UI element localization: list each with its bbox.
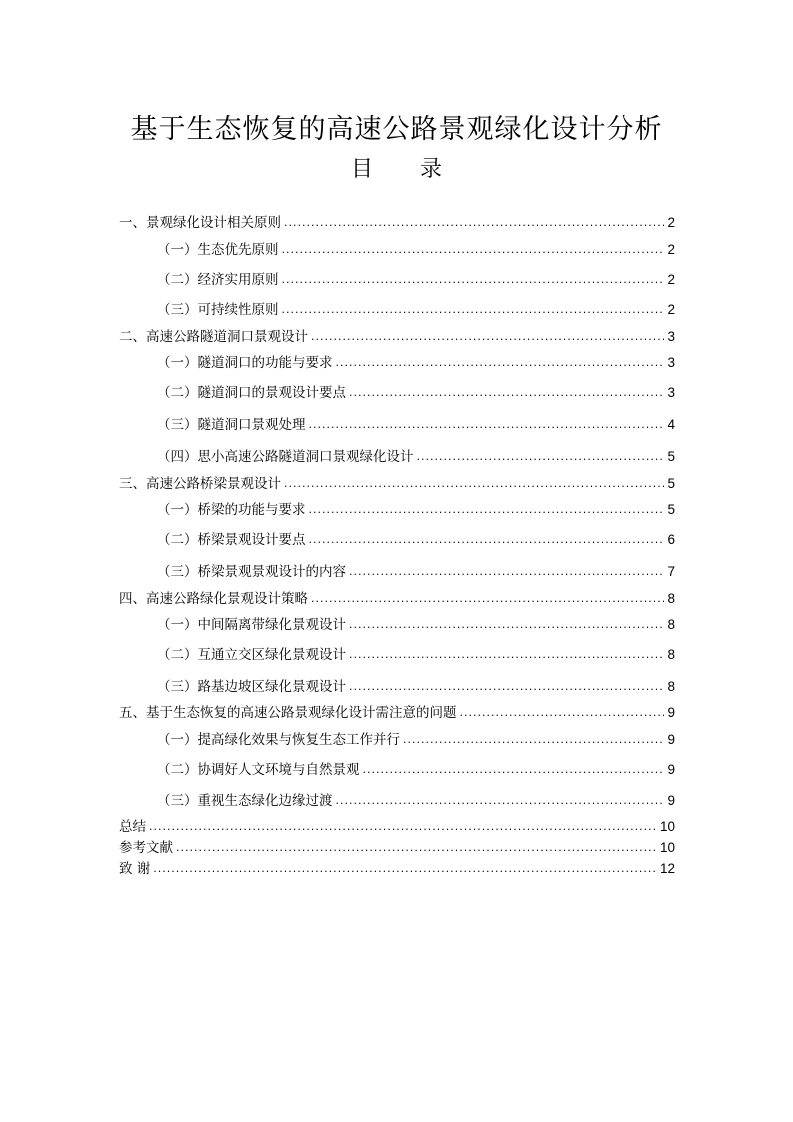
- toc-entry[interactable]: [157, 384, 675, 402]
- toc-entry-page-number: 2: [667, 272, 675, 287]
- toc-entry-label: （一）桥梁的功能与要求: [157, 502, 306, 518]
- toc-entry[interactable]: [157, 563, 675, 581]
- toc-entry-label: 致 谢: [119, 861, 151, 877]
- toc-entry[interactable]: [119, 704, 675, 722]
- toc-entry-page-number: 3: [667, 355, 675, 370]
- toc-entry-label: （三）重视生态绿化边缘过渡: [157, 793, 333, 809]
- toc-entry-page-number: 5: [667, 502, 675, 517]
- toc-entry[interactable]: [157, 678, 675, 696]
- toc-dot-leader: [282, 271, 665, 289]
- toc-entry[interactable]: [157, 301, 675, 319]
- toc-entry-page-number: 9: [667, 762, 675, 777]
- toc-entry-page-number: 9: [667, 732, 675, 747]
- toc-entry-page-number: 4: [667, 417, 675, 432]
- toc-entry[interactable]: [119, 590, 675, 608]
- toc-entry-label: 四、高速公路绿化景观设计策略: [119, 591, 308, 607]
- toc-dot-leader: [282, 301, 665, 319]
- toc-entry-label: 二、高速公路隧道洞口景观设计: [119, 329, 308, 345]
- toc-entry-page-number: 8: [667, 617, 675, 632]
- toc-dot-leader: [309, 501, 665, 519]
- toc-entry[interactable]: [119, 214, 675, 232]
- toc-dot-leader: [349, 384, 664, 402]
- toc-entry[interactable]: [157, 646, 675, 664]
- toc-dot-leader: [284, 214, 664, 232]
- toc-entry[interactable]: [157, 354, 675, 372]
- toc-entry-label: （一）提高绿化效果与恢复生态工作并行: [157, 732, 400, 748]
- toc-entry[interactable]: [157, 416, 675, 434]
- toc-dot-leader: [336, 792, 665, 810]
- toc-entry-page-number: 5: [667, 449, 675, 464]
- toc-entry-label: （一）中间隔离带绿化景观设计: [157, 617, 346, 633]
- toc-entry-page-number: 8: [667, 647, 675, 662]
- toc-dot-leader: [349, 616, 664, 634]
- toc-entry-label: （二）协调好人文环境与自然景观: [157, 762, 360, 778]
- toc-entry-label: （二）经济实用原则: [157, 272, 279, 288]
- toc-dot-leader: [282, 241, 665, 259]
- toc-entry[interactable]: [119, 818, 675, 836]
- toc-entry-label: （三）路基边坡区绿化景观设计: [157, 679, 346, 695]
- toc-entry-label: 参考文献: [119, 840, 173, 856]
- toc-entry[interactable]: [157, 531, 675, 549]
- toc-entry-page-number: 6: [667, 532, 675, 547]
- toc-entry-label: （一）隧道洞口的功能与要求: [157, 355, 333, 371]
- toc-entry-page-number: 2: [667, 302, 675, 317]
- toc-dot-leader: [336, 354, 665, 372]
- toc-entry[interactable]: [157, 501, 675, 519]
- toc-entry-label: （二）桥梁景观设计要点: [157, 532, 306, 548]
- toc-entry-label: （三）隧道洞口景观处理: [157, 417, 306, 433]
- toc-entry-page-number: 7: [667, 564, 675, 579]
- toc-entry-page-number: 9: [667, 705, 675, 720]
- toc-entry-label: （三）可持续性原则: [157, 302, 279, 318]
- toc-entry-page-number: 10: [659, 840, 675, 855]
- toc-entry[interactable]: [157, 792, 675, 810]
- toc-entry[interactable]: [119, 328, 675, 346]
- toc-entry[interactable]: [119, 860, 675, 878]
- toc-entry-label: （三）桥梁景观景观设计的内容: [157, 564, 346, 580]
- toc-dot-leader: [284, 475, 664, 493]
- toc-entry-page-number: 9: [667, 793, 675, 808]
- toc-entry[interactable]: [157, 241, 675, 259]
- toc-entry[interactable]: [157, 731, 675, 749]
- toc-entry-page-number: 2: [667, 242, 675, 257]
- toc-entry-label: 三、高速公路桥梁景观设计: [119, 476, 281, 492]
- toc-entry-label: （四）思小高速公路隧道洞口景观绿化设计: [157, 449, 414, 465]
- toc-dot-leader: [176, 839, 657, 857]
- toc-entry[interactable]: [157, 616, 675, 634]
- toc-entry-label: 一、景观绿化设计相关原则: [119, 215, 281, 231]
- toc-dot-leader: [311, 590, 664, 608]
- toc-entry-label: （一）生态优先原则: [157, 242, 279, 258]
- toc-dot-leader: [311, 328, 664, 346]
- toc-dot-leader: [460, 704, 665, 722]
- toc-entry-page-number: 12: [659, 861, 675, 876]
- toc-entry-label: 总结: [119, 819, 146, 835]
- toc-entry-page-number: 8: [667, 591, 675, 606]
- toc-dot-leader: [349, 646, 664, 664]
- toc-entry-label: 五、基于生态恢复的高速公路景观绿化设计需注意的问题: [119, 705, 457, 721]
- toc-dot-leader: [309, 416, 665, 434]
- document-title: 基于生态恢复的高速公路景观绿化设计分析: [130, 114, 663, 145]
- toc-entry[interactable]: [157, 761, 675, 779]
- toc-dot-leader: [403, 731, 664, 749]
- toc-entry[interactable]: [119, 475, 675, 493]
- toc-dot-leader: [149, 818, 657, 836]
- toc-heading: 目 录: [351, 157, 462, 182]
- toc-entry-label: （二）隧道洞口的景观设计要点: [157, 385, 346, 401]
- toc-dot-leader: [153, 860, 657, 878]
- toc-dot-leader: [363, 761, 665, 779]
- toc-entry-page-number: 2: [667, 215, 675, 230]
- toc-dot-leader: [349, 563, 664, 581]
- toc-entry-page-number: 3: [667, 329, 675, 344]
- toc-dot-leader: [349, 678, 664, 696]
- toc-entry-page-number: 8: [667, 679, 675, 694]
- toc-dot-leader: [309, 531, 665, 549]
- toc-entry-page-number: 3: [667, 385, 675, 400]
- toc-dot-leader: [417, 448, 665, 466]
- toc-entry-page-number: 5: [667, 476, 675, 491]
- toc-entry-label: （二）互通立交区绿化景观设计: [157, 647, 346, 663]
- toc-entry[interactable]: [157, 271, 675, 289]
- toc-entry[interactable]: [119, 839, 675, 857]
- toc-entry[interactable]: [157, 448, 675, 466]
- toc-entry-page-number: 10: [659, 819, 675, 834]
